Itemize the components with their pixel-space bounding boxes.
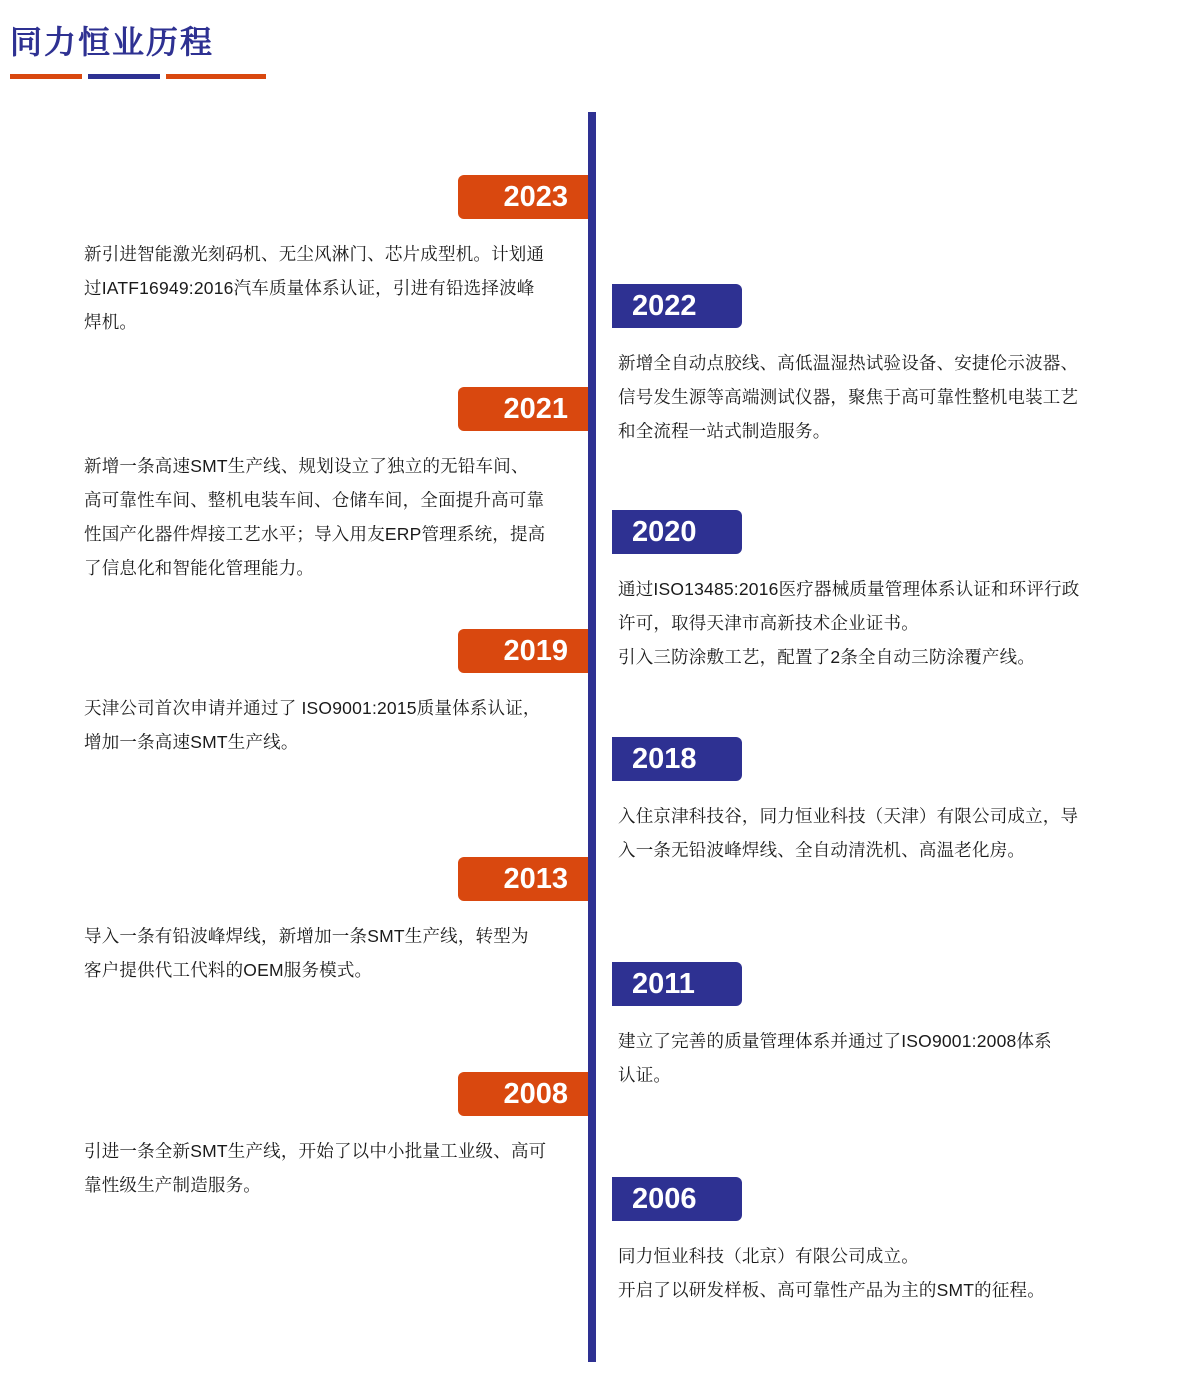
- timeline-entry-line: 性国产化器件焊接工艺水平；导入用友ERP管理系统，提高: [84, 524, 546, 544]
- timeline-entry-line: 入住京津科技谷，同力恒业科技（天津）有限公司成立，导: [618, 806, 1079, 826]
- timeline-year-tag[interactable]: 2018: [612, 737, 742, 781]
- timeline-entry-line: 通过ISO13485:2016医疗器械质量管理体系认证和环评行政: [618, 579, 1080, 599]
- timeline-year-tag[interactable]: 2022: [612, 284, 742, 328]
- timeline-entry-line: 开启了以研发样板、高可靠性产品为主的SMT的征程。: [618, 1280, 1045, 1300]
- timeline-entry-line: 高可靠性车间、整机电装车间、仓储车间，全面提升高可靠: [84, 490, 545, 510]
- timeline-entry-text: [84, 919, 604, 987]
- timeline-entry-line: 入一条无铅波峰焊线、全自动清洗机、高温老化房。: [618, 840, 1026, 860]
- timeline-entry-line: 过IATF16949:2016汽车质量体系认证，引进有铅选择波峰: [84, 278, 535, 298]
- page-title: 同力恒业历程: [10, 24, 215, 60]
- timeline-year-tag[interactable]: 2006: [612, 1177, 742, 1221]
- timeline-entry-text: [618, 799, 1178, 867]
- timeline-entry-text: [84, 449, 604, 585]
- timeline-entry-text: [618, 572, 1178, 674]
- timeline-entry-line: 信号发生源等高端测试仪器，聚焦于高可靠性整机电装工艺: [618, 387, 1079, 407]
- timeline-entry-line: 新增一条高速SMT生产线、规划设立了独立的无铅车间、: [84, 456, 529, 476]
- timeline-year-tag[interactable]: 2011: [612, 962, 742, 1006]
- timeline-entry-text: [618, 1024, 1178, 1092]
- timeline-entry-line: 新引进智能激光刻码机、无尘风淋门、芯片成型机。计划通: [84, 244, 545, 264]
- timeline-entry-text: [84, 1134, 604, 1202]
- timeline-year-tag[interactable]: 2013: [458, 857, 588, 901]
- timeline-year-tag[interactable]: 2019: [458, 629, 588, 673]
- underline-segment-blue: [88, 74, 160, 79]
- timeline-year-tag[interactable]: 2023: [458, 175, 588, 219]
- page-header: [0, 18, 1200, 84]
- timeline-entry-text: [618, 1239, 1178, 1307]
- timeline-entry-line: 客户提供代工代料的OEM服务模式。: [84, 960, 373, 980]
- timeline-entry-line: 引入三防涂敷工艺，配置了2条全自动三防涂覆产线。: [618, 647, 1036, 667]
- timeline-entry-line: 许可，取得天津市高新技术企业证书。: [618, 613, 919, 633]
- timeline-entry-line: 同力恒业科技（北京）有限公司成立。: [618, 1246, 919, 1266]
- timeline-entry-line: 认证。: [618, 1065, 672, 1085]
- timeline-entry-line: 了信息化和智能化管理能力。: [84, 558, 315, 578]
- timeline-entry-line: 导入一条有铅波峰焊线，新增加一条SMT生产线，转型为: [84, 926, 529, 946]
- timeline-entry-line: 引进一条全新SMT生产线，开始了以中小批量工业级、高可: [84, 1141, 547, 1161]
- underline-segment-orange-left: [10, 74, 82, 79]
- timeline-year-tag[interactable]: 2008: [458, 1072, 588, 1116]
- timeline: [0, 112, 1200, 1362]
- timeline-entry-text: [84, 691, 604, 759]
- timeline-entry-line: 建立了完善的质量管理体系并通过了ISO9001:2008体系: [618, 1031, 1052, 1051]
- timeline-entry-line: 增加一条高速SMT生产线。: [84, 732, 299, 752]
- timeline-entry-line: 靠性级生产制造服务。: [84, 1175, 261, 1195]
- timeline-entry-line: 天津公司首次申请并通过了 ISO9001:2015质量体系认证，: [84, 698, 541, 718]
- header-underline-group: [0, 74, 1200, 84]
- timeline-entry-text: [618, 346, 1178, 448]
- timeline-entry-line: 新增全自动点胶线、高低温湿热试验设备、安捷伦示波器、: [618, 353, 1079, 373]
- timeline-entry-line: 和全流程一站式制造服务。: [618, 421, 831, 441]
- timeline-year-tag[interactable]: 2020: [612, 510, 742, 554]
- timeline-entry-line: 焊机。: [84, 312, 138, 332]
- timeline-year-tag[interactable]: 2021: [458, 387, 588, 431]
- underline-segment-orange-right: [166, 74, 266, 79]
- timeline-entry-text: [84, 237, 604, 339]
